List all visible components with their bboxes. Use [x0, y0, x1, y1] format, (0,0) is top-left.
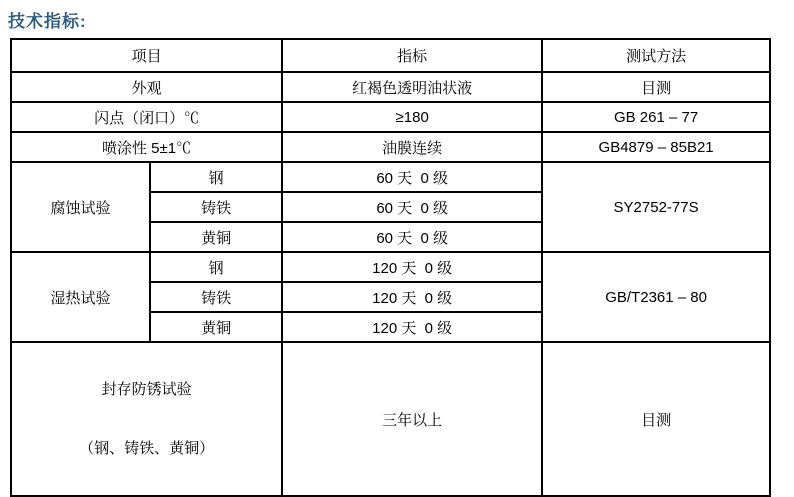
cell-damp-heat-group: 湿热试验 — [11, 252, 150, 342]
cell-corrosion-method: SY2752-77S — [542, 162, 770, 252]
cell-sprayability-method: GB4879 – 85B21 — [542, 132, 770, 162]
cell-storage-rust-method: 目测 — [542, 342, 770, 496]
cell-damp-heat-brass-spec: 120 天 0 级 — [282, 312, 542, 342]
cell-damp-heat-brass-material: 黄铜 — [150, 312, 282, 342]
cell-storage-rust-item — [11, 342, 282, 496]
cell-appearance-spec: 红褐色透明油状液 — [282, 72, 542, 102]
cell-sprayability-item: 喷涂性 5±1℃ — [11, 132, 282, 162]
cell-flash-point-item: 闪点（闭口）℃ — [11, 102, 282, 132]
cell-corrosion-cast-iron-material: 铸铁 — [150, 192, 282, 222]
cell-flash-point-method: GB 261 – 77 — [542, 102, 770, 132]
cell-damp-heat-method: GB/T2361 – 80 — [542, 252, 770, 342]
cell-damp-heat-cast-iron-material: 铸铁 — [150, 282, 282, 312]
cell-corrosion-cast-iron-spec: 60 天 0 级 — [282, 192, 542, 222]
cell-damp-heat-steel-material: 钢 — [150, 252, 282, 282]
cell-corrosion-group: 腐蚀试验 — [11, 162, 150, 252]
cell-corrosion-brass-spec: 60 天 0 级 — [282, 222, 542, 252]
cell-damp-heat-steel-spec: 120 天 0 级 — [282, 252, 542, 282]
cell-corrosion-steel-spec: 60 天 0 级 — [282, 162, 542, 192]
row-flash-point — [11, 102, 770, 132]
row-damp-heat-steel — [11, 252, 770, 282]
cell-flash-point-spec: ≥180 — [282, 102, 542, 132]
row-corrosion-steel — [11, 162, 770, 192]
cell-appearance-item: 外观 — [11, 72, 282, 102]
spec-table — [10, 38, 771, 497]
storage-rust-item-line2: （钢、铸铁、黄铜） — [79, 440, 215, 457]
header-spec: 指标 — [282, 39, 542, 72]
cell-damp-heat-cast-iron-spec: 120 天 0 级 — [282, 282, 542, 312]
page-title: 技术指标: — [8, 12, 87, 31]
row-appearance — [11, 72, 770, 102]
cell-storage-rust-spec: 三年以上 — [282, 342, 542, 496]
header-method: 测试方法 — [542, 39, 770, 72]
cell-sprayability-spec: 油膜连续 — [282, 132, 542, 162]
row-sprayability — [11, 132, 770, 162]
cell-appearance-method: 目测 — [542, 72, 770, 102]
cell-corrosion-brass-material: 黄铜 — [150, 222, 282, 252]
table-header-row — [11, 39, 770, 72]
storage-rust-item-line1: 封存防锈试验 — [101, 381, 192, 398]
row-storage-rust — [11, 342, 770, 496]
header-item: 项目 — [11, 39, 282, 72]
cell-corrosion-steel-material: 钢 — [150, 162, 282, 192]
